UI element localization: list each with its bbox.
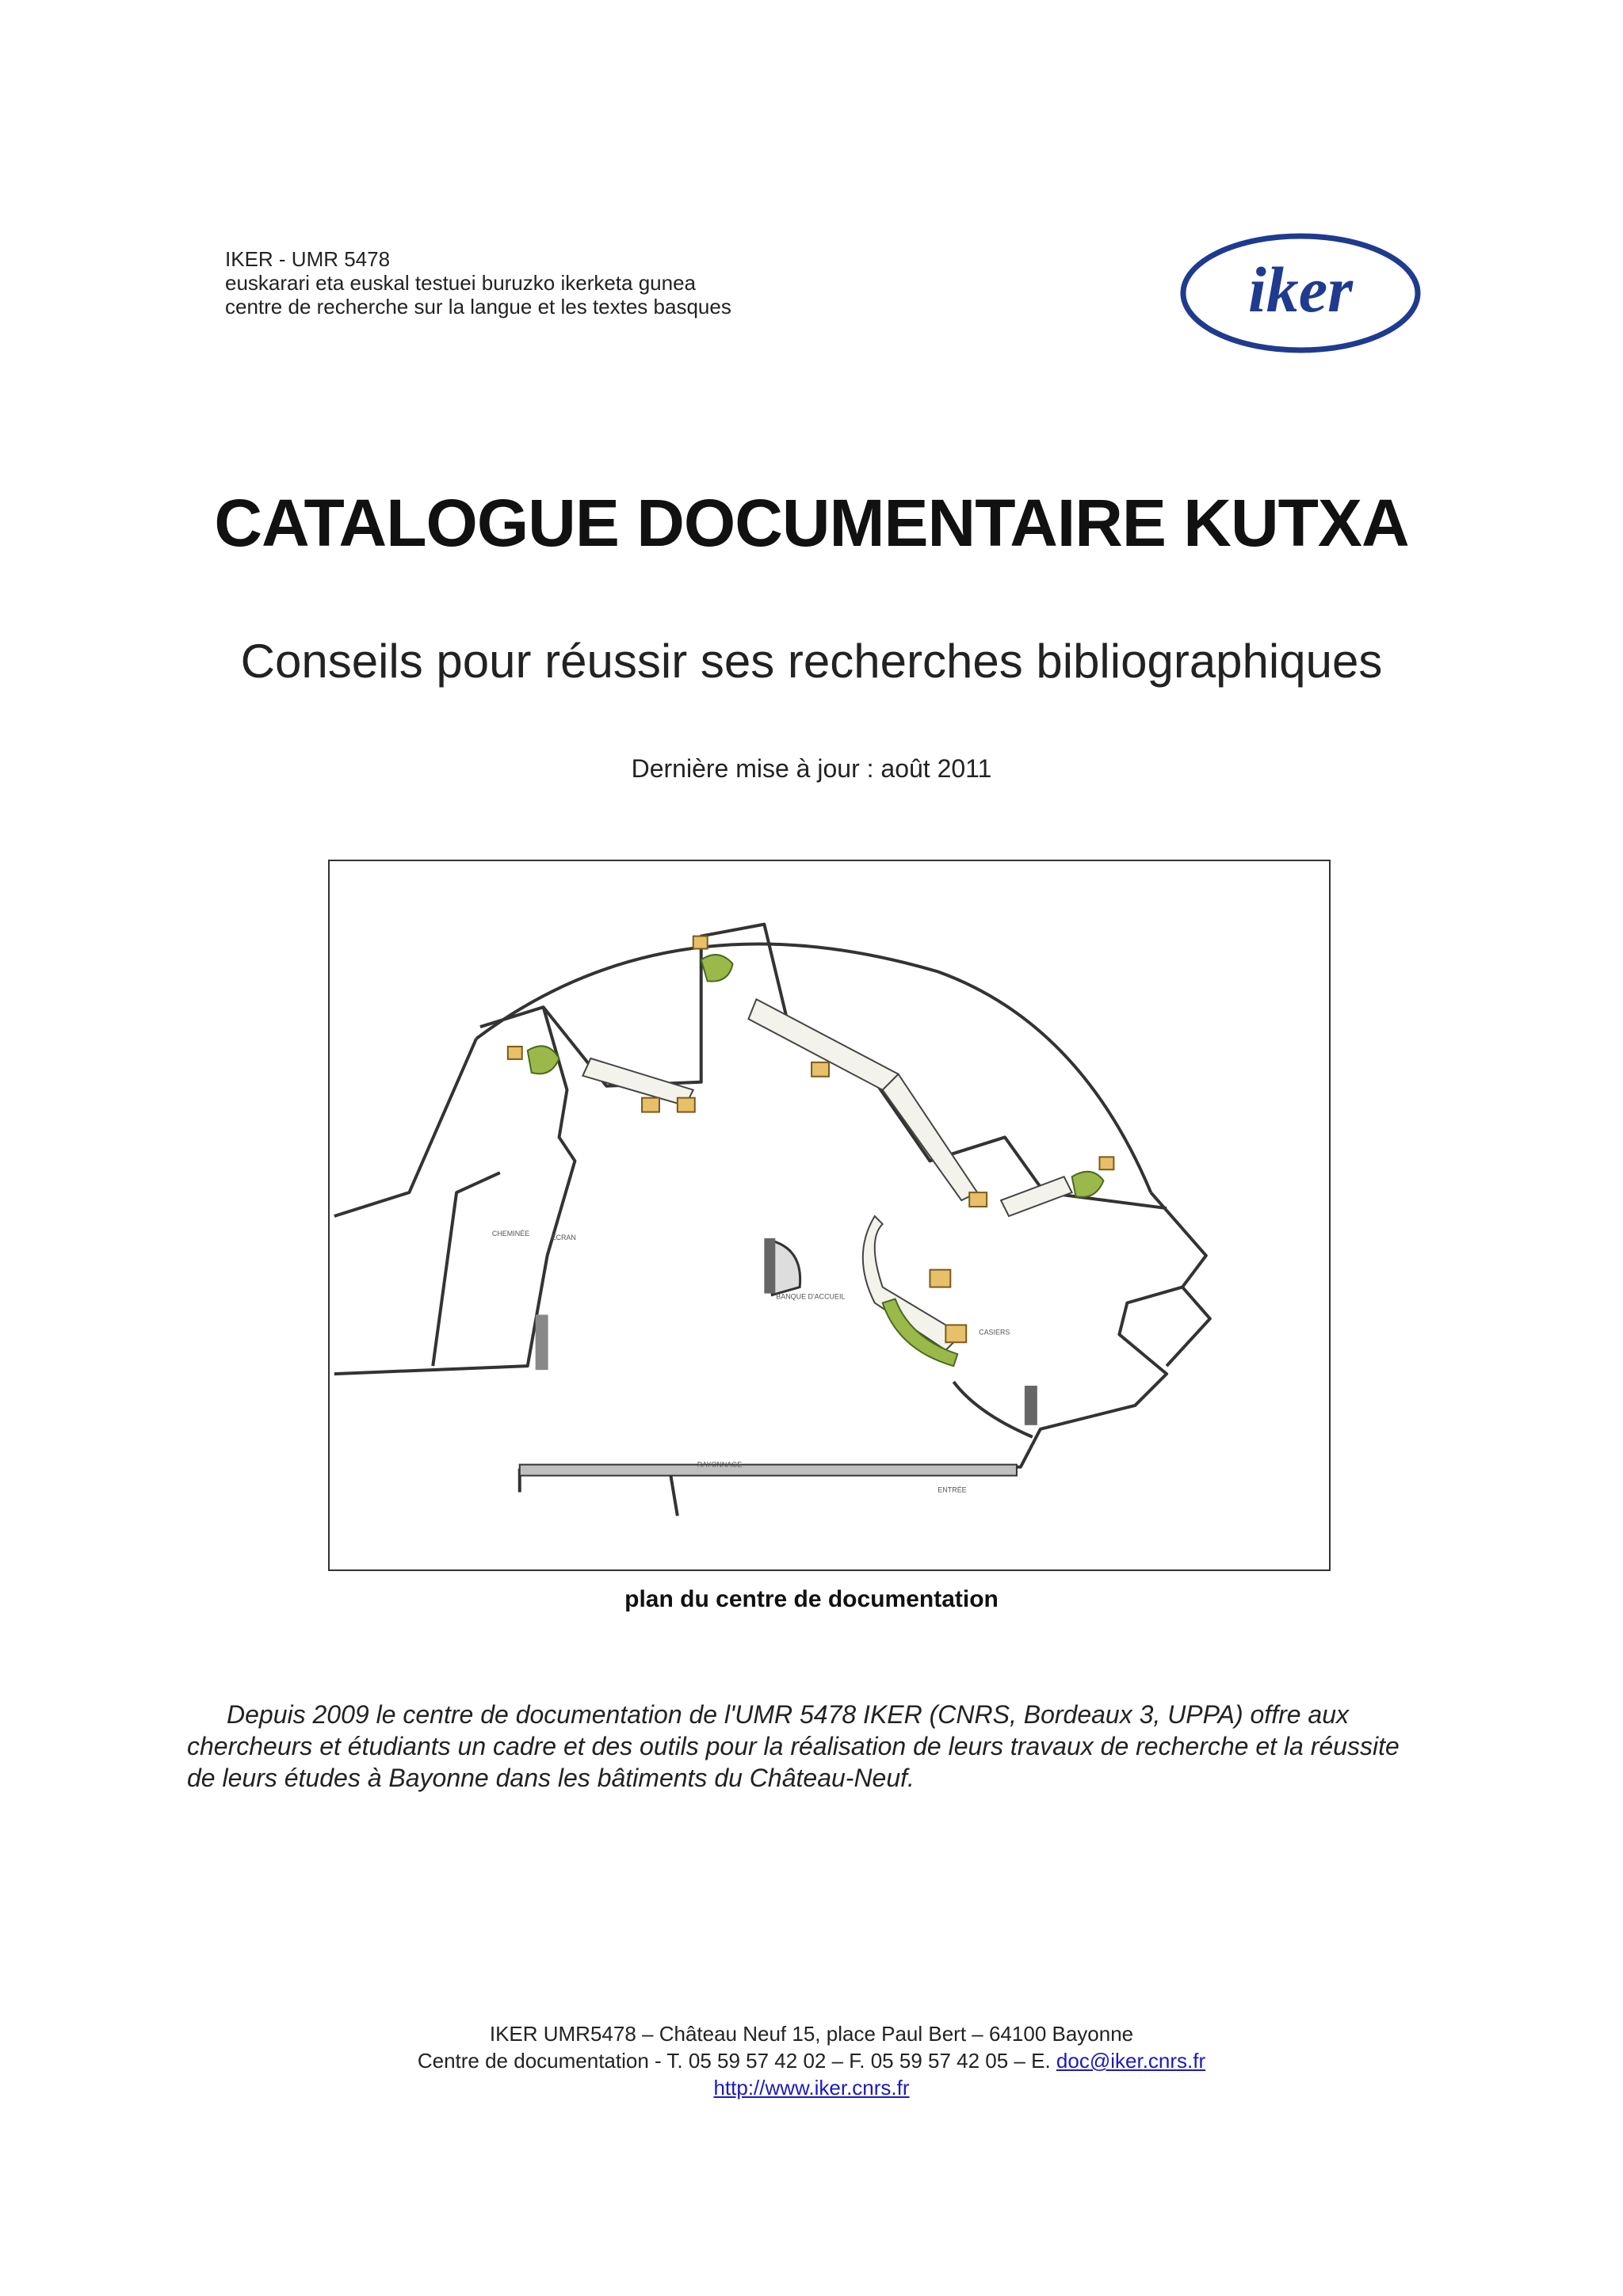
figure-caption: plan du centre de documentation [624,1586,999,1612]
plan-label-ecran: ÉCRAN [551,1233,576,1241]
institution-header [225,247,731,318]
document-title: CATALOGUE DOCUMENTAIRE KUTXA [214,486,1409,560]
website-link[interactable]: http://www.iker.cnrs.fr [713,2076,910,2100]
email-link[interactable]: doc@iker.cnrs.fr [1056,2049,1206,2073]
floor-plan-drawing [330,861,1329,1569]
plan-label-banque: BANQUE D'ACCUEIL [776,1292,846,1301]
institution-name: IKER - UMR 5478 [225,247,391,271]
institution-basque-name: euskarari eta euskal testuei buruzko ikerketa gunea [225,271,697,295]
logo-text: iker [1247,254,1354,326]
floor-plan-figure [328,860,1331,1571]
footer-address: IKER UMR5478 – Château Neuf 15, place Paul Bert – 64100 Bayonne [489,2022,1134,2046]
intro-paragraph: Depuis 2009 le centre de documentation de l'UMR 5478 IKER (CNRS, Bordeaux 3, UPPA) offre aux chercheurs et étudiants un cadre et des outils pour la réalisation de leurs travaux de recherche et la réussite de leurs études à Bayonne dans les bâtiments du Château-Neuf. [187,1700,1400,1792]
last-update: Dernière mise à jour : août 2011 [631,754,992,783]
plan-label-rayonnage: RAYONNAGE [697,1460,743,1469]
iker-logo [1178,230,1423,357]
plan-label-cheminee: CHEMINÉE [491,1229,530,1238]
document-subtitle: Conseils pour réussir ses recherches bibliographiques [240,635,1383,688]
footer-contact [0,2047,1623,2074]
footer-phone-fax: Centre de documentation - T. 05 59 57 42 02 – F. 05 59 57 42 05 – E. [417,2049,1056,2073]
plan-label-entree: ENTRÉE [938,1486,967,1494]
institution-french-name: centre de recherche sur la langue et les textes basques [225,295,731,318]
plan-label-casiers: CASIERS [979,1328,1010,1337]
page-footer [0,2020,1623,2101]
